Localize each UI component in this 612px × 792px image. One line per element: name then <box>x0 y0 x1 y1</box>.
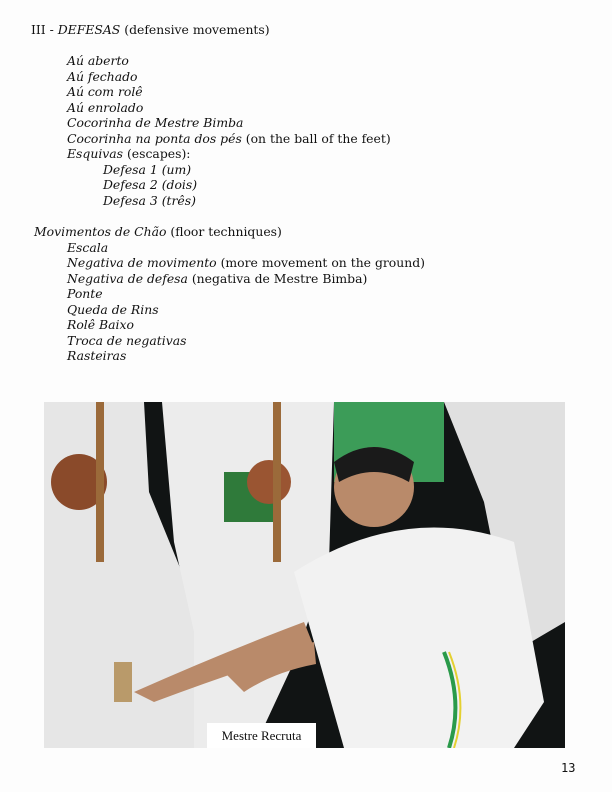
list-item <box>67 53 129 68</box>
heading-prefix: III - <box>31 22 58 37</box>
item-note: (negativa de Mestre Bimba) <box>187 271 368 286</box>
photo-caption: Mestre Recruta <box>207 723 316 748</box>
list-item <box>67 240 108 255</box>
item-name: Defesa 3 (três) <box>103 193 196 208</box>
page-number: 13 <box>561 761 576 775</box>
item-name: Negativa de movimento <box>67 255 217 270</box>
item-name: Queda de Rins <box>67 302 159 317</box>
photo-illustration <box>44 402 565 748</box>
item-name: Ponte <box>67 286 103 301</box>
list-item <box>67 84 143 99</box>
list-item <box>67 286 103 301</box>
heading-suffix: (defensive movements) <box>120 22 270 37</box>
item-name: Aú com rolê <box>67 84 143 99</box>
item-name: Escala <box>67 240 109 255</box>
list-item <box>67 255 425 270</box>
heading-title: DEFESAS <box>57 22 121 37</box>
item-name: Defesa 1 (um) <box>103 162 192 177</box>
item-name: Aú enrolado <box>67 100 144 115</box>
section-heading <box>31 22 270 37</box>
floor-heading <box>34 224 282 239</box>
list-item <box>67 271 367 286</box>
item-note: (more movement on the ground) <box>216 255 425 270</box>
item-note: (escapes): <box>123 146 191 161</box>
list-item <box>67 146 190 161</box>
list-item <box>67 333 186 348</box>
list-item <box>67 317 134 332</box>
list-item <box>67 69 137 84</box>
list-item <box>67 115 243 130</box>
item-note: (on the ball of the feet) <box>241 131 391 146</box>
item-name: Cocorinha de Mestre Bimba <box>67 115 244 130</box>
capoeira-photo <box>44 402 565 748</box>
item-name: Cocorinha na ponta dos pés <box>67 131 242 146</box>
list-item <box>67 131 391 146</box>
item-name: Troca de negativas <box>67 333 187 348</box>
list-item <box>67 348 126 363</box>
item-name: Esquivas <box>67 146 124 161</box>
item-name: Aú fechado <box>67 69 138 84</box>
item-name: Rasteiras <box>67 348 127 363</box>
heading-suffix: (floor techniques) <box>166 224 282 239</box>
item-name: Aú aberto <box>67 53 129 68</box>
item-name: Rolê Baixo <box>67 317 134 332</box>
sub-list-item <box>103 162 191 177</box>
heading-title: Movimentos de Chão <box>34 224 167 239</box>
sub-list-item <box>103 193 196 208</box>
sub-list-item <box>103 177 197 192</box>
item-name: Negativa de defesa <box>67 271 188 286</box>
item-name: Defesa 2 (dois) <box>103 177 198 192</box>
list-item <box>67 100 143 115</box>
list-item <box>67 302 159 317</box>
